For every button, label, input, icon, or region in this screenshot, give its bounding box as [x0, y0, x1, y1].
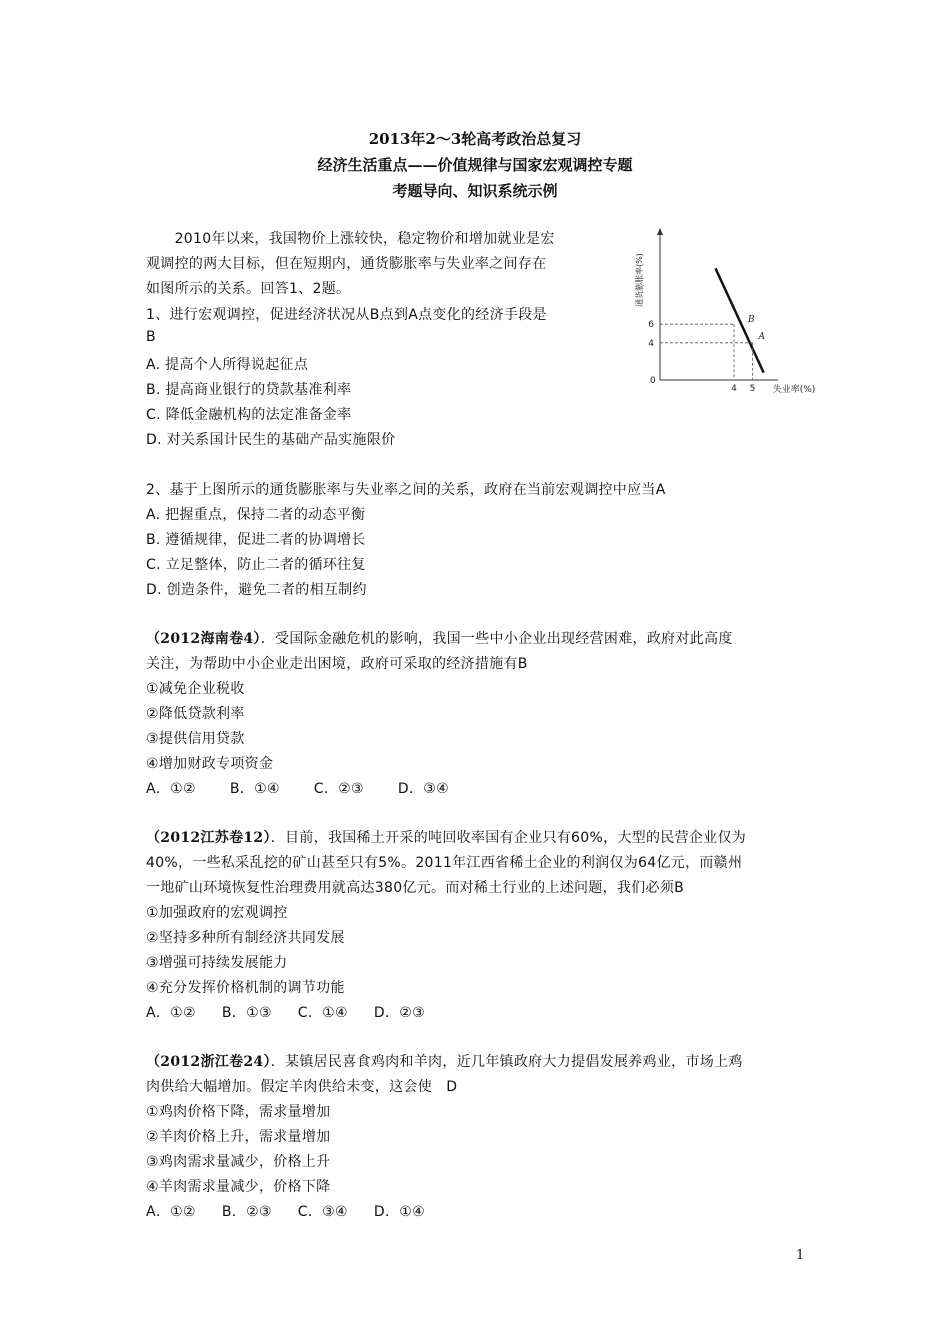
q4-stem-cont: 40%，一些私采乱挖的矿山甚至只有5%。2011年江西省稀土企业的利润仅为64亿元，而赣州 — [146, 855, 743, 871]
choice: A．①② — [146, 1204, 196, 1220]
inflation-unemployment-chart — [628, 222, 828, 402]
q1-stem: 1、进行宏观调控，促进经济状况从B点到A点变化的经济手段是 — [146, 307, 547, 323]
choice: B．①④ — [229, 781, 280, 797]
q5-item: ①鸡肉价格下降，需求量增加 — [146, 1104, 331, 1120]
q2-stem: 2、基于上图所示的通货膨胀率与失业率之间的关系，政府在当前宏观调控中应当A — [146, 482, 666, 498]
choice: D．①④ — [373, 1204, 425, 1220]
doc-title: 2013年2～3轮高考政治总复习 — [368, 130, 582, 148]
choice: A．①② — [146, 781, 196, 797]
intro-line: 2010年以来，我国物价上涨较快，稳定物价和增加就业是宏 — [146, 231, 555, 247]
y-tick-label: 4 — [648, 338, 654, 349]
choice: A．①② — [146, 1005, 196, 1021]
q4-stem: （2012江苏卷12）．目前，我国稀土开采的吨回收率国有企业只有60%，大型的民营企业仅为 — [146, 830, 747, 846]
choice: D．③④ — [397, 781, 449, 797]
series-line — [716, 268, 764, 372]
q2-option: A. 把握重点，保持二者的动态平衡 — [146, 507, 366, 523]
q2-option: D. 创造条件，避免二者的相互制约 — [146, 582, 367, 598]
y-axis-label: 通货膨胀率(%) — [635, 253, 644, 307]
q5-stem-cont: 肉供给大幅增加。假定羊肉供给未变，这会使 D — [146, 1079, 458, 1095]
q4-source: （2012江苏卷12） — [146, 830, 271, 846]
choice: C．①④ — [297, 1005, 348, 1021]
q1-option: D. 对关系国计民生的基础产品实施限价 — [146, 432, 396, 448]
intro-line: 如图所示的关系。回答1、2题。 — [146, 281, 351, 297]
q3-source: （2012海南卷4） — [146, 631, 261, 647]
choice: C．③④ — [297, 1204, 348, 1220]
q4-item: ④充分发挥价格机制的调节功能 — [146, 980, 345, 996]
page-number: 1 — [796, 1248, 805, 1263]
q1-answer: B — [146, 329, 156, 345]
y-tick-label: 6 — [648, 320, 654, 331]
x-tick-label: 4 — [731, 384, 737, 394]
q5-source: （2012浙江卷24） — [146, 1054, 271, 1070]
q1-option: B. 提高商业银行的贷款基准利率 — [146, 382, 352, 398]
q2-option: B. 遵循规律，促进二者的协调增长 — [146, 532, 366, 548]
choice: B．①③ — [221, 1005, 272, 1021]
choice: B．②③ — [221, 1204, 272, 1220]
intro-line: 观调控的两大目标，但在短期内，通货膨胀率与失业率之间存在 — [146, 256, 547, 272]
q3-item: ④增加财政专项资金 — [146, 756, 274, 772]
q4-choices — [146, 1002, 425, 1022]
y-axis-arrow — [657, 228, 663, 235]
doc-section-title: 考题导向、知识系统示例 — [392, 182, 558, 200]
q4-item: ①加强政府的宏观调控 — [146, 905, 288, 921]
q1-option: A. 提高个人所得说起征点 — [146, 357, 309, 373]
x-tick-label: 5 — [749, 384, 756, 394]
q3-item: ②降低贷款利率 — [146, 706, 245, 722]
q4-stem-cont: 一地矿山环境恢复性治理费用就高达380亿元。而对稀土行业的上述问题，我们必须B — [146, 880, 685, 896]
q1-option: C. 降低金融机构的法定准备金率 — [146, 407, 352, 423]
point-label-a: A — [758, 331, 765, 342]
q3-stem-cont: 关注，为帮助中小企业走出困境，政府可采取的经济措施有B — [146, 656, 528, 672]
q3-item: ③提供信用贷款 — [146, 731, 245, 747]
choice: D．②③ — [373, 1005, 425, 1021]
point-label-b: B — [748, 315, 755, 326]
q5-item: ②羊肉价格上升，需求量增加 — [146, 1129, 331, 1145]
q5-choices — [146, 1201, 425, 1221]
q3-item: ①减免企业税收 — [146, 681, 245, 697]
doc-subtitle: 经济生活重点——价值规律与国家宏观调控专题 — [317, 156, 633, 174]
q4-item: ②坚持多种所有制经济共同发展 — [146, 930, 345, 946]
q5-stem: （2012浙江卷24）．某镇居民喜食鸡肉和羊肉，近几年镇政府大力提倡发展养鸡业，市场上鸡 — [146, 1054, 743, 1070]
choice: C．②③ — [313, 781, 364, 797]
q2-option: C. 立足整体，防止二者的循环往复 — [146, 557, 366, 573]
q3-choices — [146, 778, 449, 798]
x-axis-label: 失业率(%) — [772, 385, 816, 395]
q3-stem: （2012海南卷4）．受国际金融危机的影响，我国一些中小企业出现经营困难，政府对此高度 — [146, 631, 733, 647]
origin-label: 0 — [650, 376, 656, 386]
q5-item: ③鸡肉需求量减少，价格上升 — [146, 1154, 331, 1170]
q4-item: ③增强可持续发展能力 — [146, 955, 288, 971]
q5-item: ④羊肉需求量减少，价格下降 — [146, 1179, 331, 1195]
